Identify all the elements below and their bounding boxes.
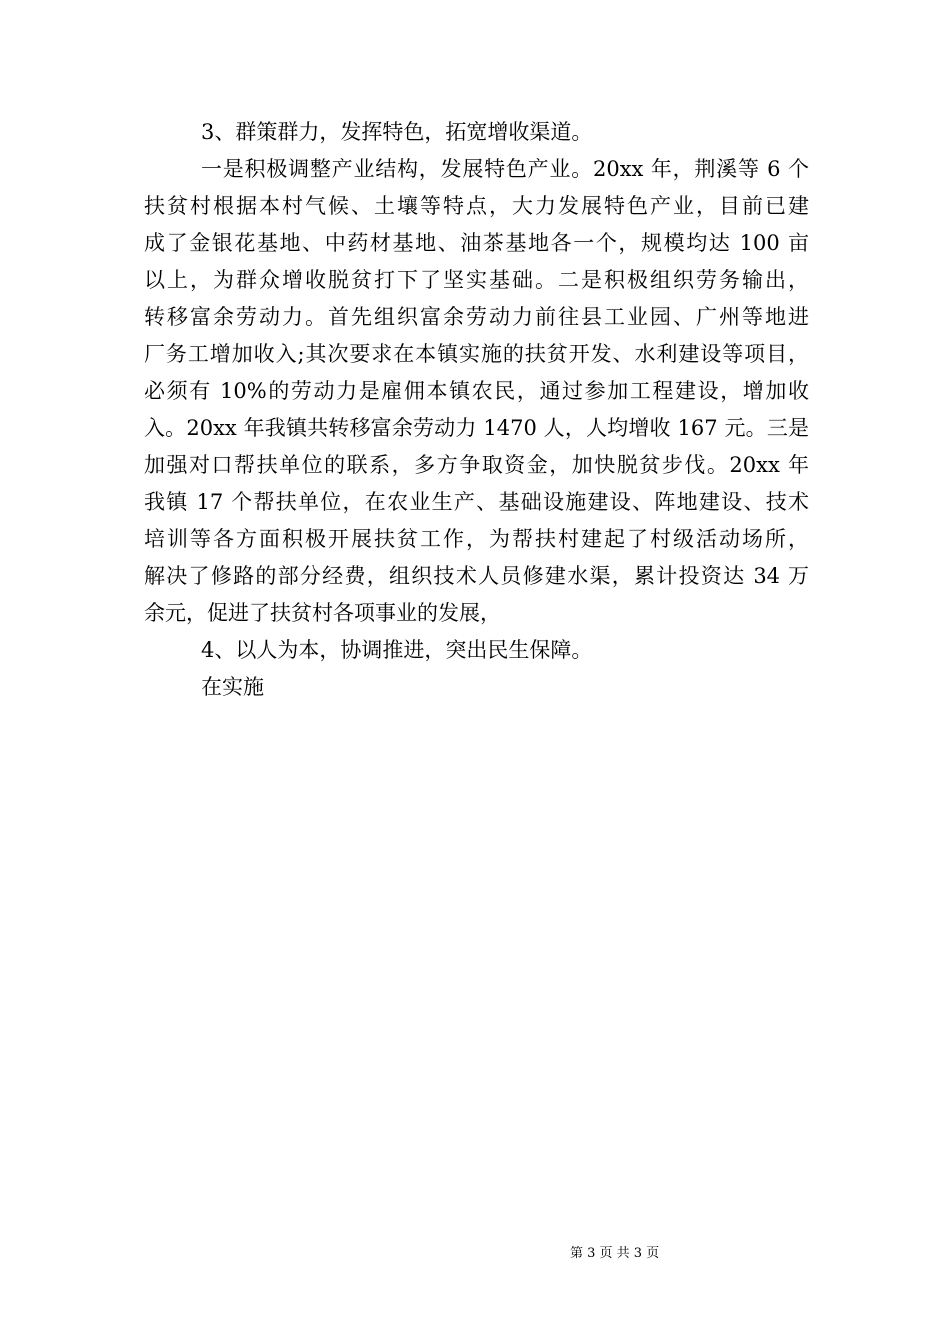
section-heading-3: 3、群策群力，发挥特色，拓宽增收渠道。: [201, 120, 593, 144]
paragraph-line: 一是积极调整产业结构，发展特色产业。20xx 年，荆溪等 6 个: [201, 157, 809, 181]
paragraph-line: 解决了修路的部分经费，组织技术人员修建水渠，累计投资达 34 万: [144, 564, 809, 588]
paragraph-line: 培训等各方面积极开展扶贫工作，为帮扶村建起了村级活动场所，: [144, 527, 809, 551]
paragraph-line: 在实施: [201, 675, 264, 699]
paragraph-line: 我镇 17 个帮扶单位，在农业生产、基础设施建设、阵地建设、技术: [144, 490, 809, 514]
page-number-footer: 第 3 页 共 3 页: [570, 1246, 660, 1261]
paragraph-line: 余元，促进了扶贫村各项事业的发展，: [144, 601, 501, 625]
paragraph-line: 转移富余劳动力。首先组织富余劳动力前往县工业园、广州等地进: [144, 305, 809, 329]
paragraph-line: 必须有 10%的劳动力是雇佣本镇农民，通过参加工程建设，增加收: [144, 379, 809, 403]
paragraph-line: 扶贫村根据本村气候、土壤等特点，大力发展特色产业，目前已建: [144, 194, 809, 218]
document-body: [144, 114, 809, 706]
paragraph-line: 厂务工增加收入;其次要求在本镇实施的扶贫开发、水利建设等项目，: [144, 342, 809, 366]
paragraph-line: 以上，为群众增收脱贫打下了坚实基础。二是积极组织劳务输出，: [144, 268, 809, 292]
paragraph-line: 入。20xx 年我镇共转移富余劳动力 1470 人，人均增收 167 元。三是: [144, 416, 809, 440]
paragraph-line: 成了金银花基地、中药材基地、油茶基地各一个，规模均达 100 亩: [144, 231, 809, 255]
section-heading-4: 4、以人为本，协调推进，突出民生保障。: [201, 638, 593, 662]
paragraph-line: 加强对口帮扶单位的联系，多方争取资金，加快脱贫步伐。20xx 年: [144, 453, 809, 477]
